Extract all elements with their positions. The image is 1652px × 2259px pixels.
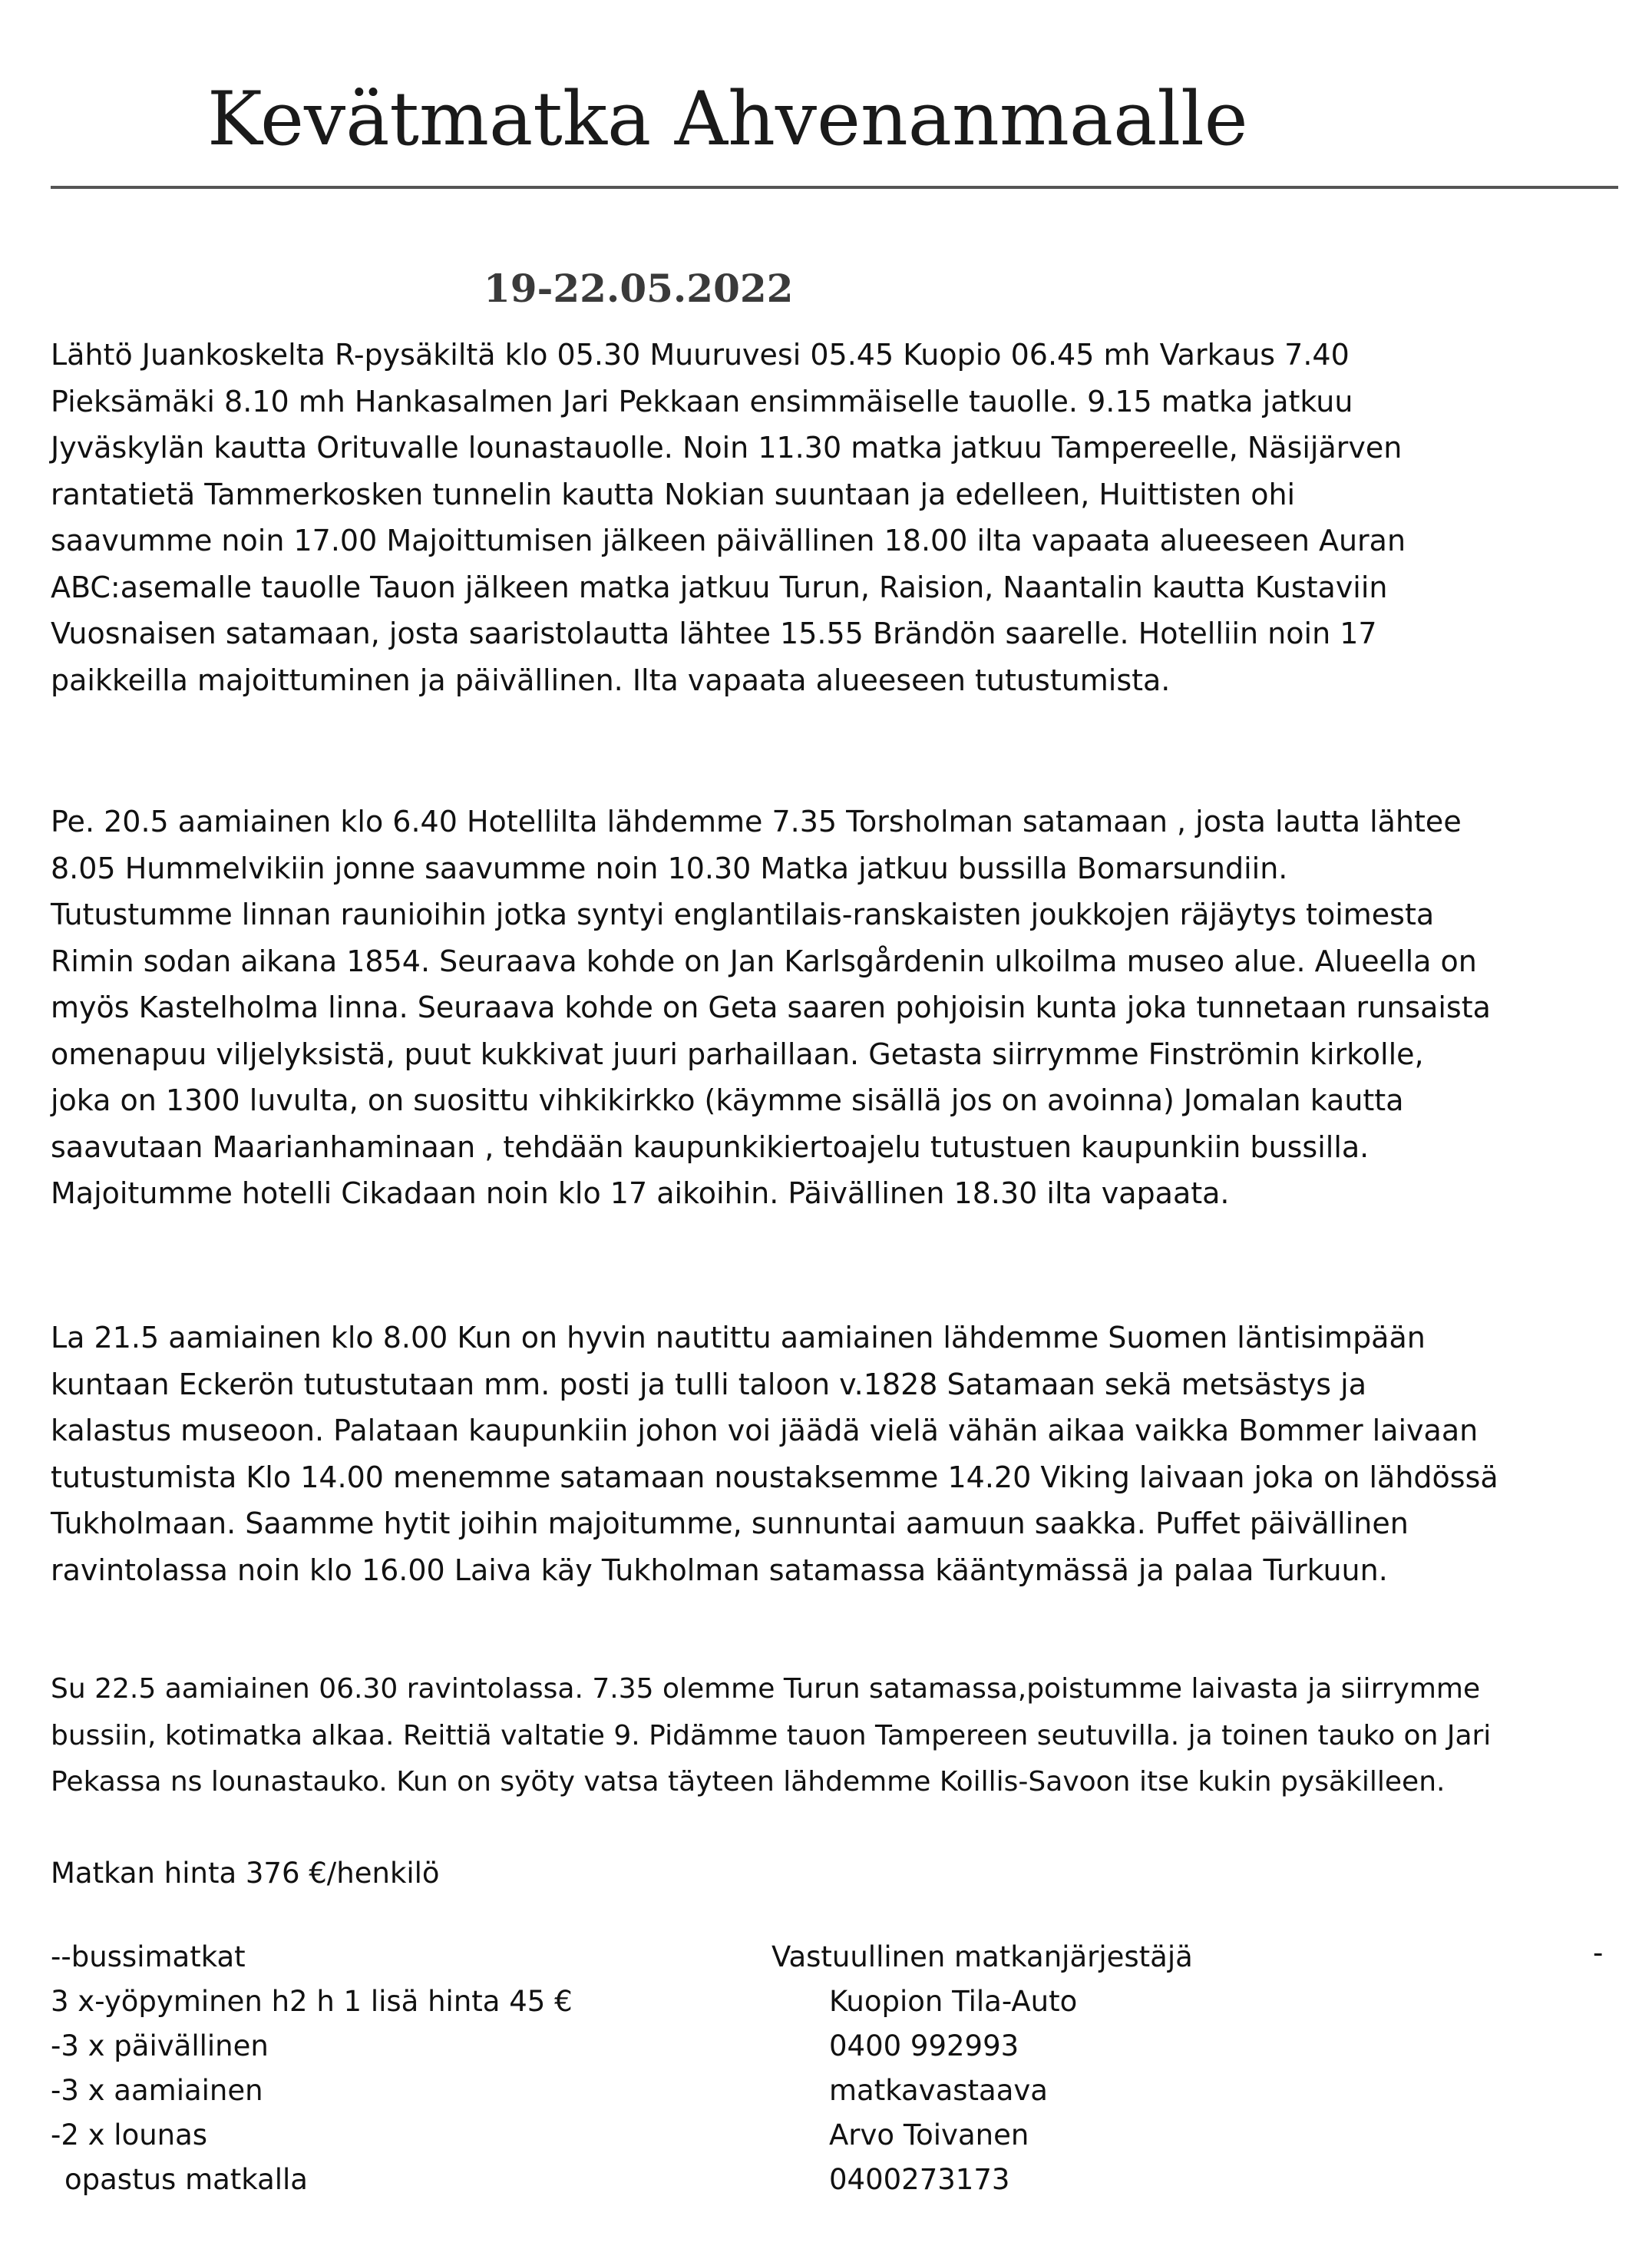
text-line: tutustumista Klo 14.00 menemme satamaan noustaksemme 14.20 Viking laivaan joka on lähdössä xyxy=(51,1460,1498,1494)
text-line: Pieksämäki 8.10 mh Hankasalmen Jari Pekkaan ensimmäiselle tauolle. 9.15 matka jatkuu xyxy=(51,384,1353,418)
text-line: Tutustumme linnan raunioihin jotka syntyi englantilais-ranskaisten joukkojen räjäytys toimesta xyxy=(51,898,1435,931)
paragraph-day3 xyxy=(51,1315,1632,1593)
includes-list xyxy=(51,1935,573,2202)
text-line: La 21.5 aamiainen klo 8.00 Kun on hyvin nautittu aamiainen lähdemme Suomen läntisimpään xyxy=(51,1321,1426,1354)
paragraph-day2 xyxy=(51,799,1632,1217)
organizer-company: Kuopion Tila-Auto xyxy=(829,1985,1078,2018)
text-line: rantatietä Tammerkosken tunnelin kautta Nokian suuntaan ja edelleen, Huittisten ohi xyxy=(51,477,1296,511)
organizer-heading: Vastuullinen matkanjärjestäjä xyxy=(771,1940,1193,1973)
list-item: opastus matkalla xyxy=(64,2163,308,2196)
organizer-person: Arvo Toivanen xyxy=(829,2118,1029,2152)
text-line: ravintolassa noin klo 16.00 Laiva käy Tukholman satamassa kääntymässä ja palaa Turkuun. xyxy=(51,1553,1388,1587)
text-line: kuntaan Eckerön tutustutaan mm. posti ja tulli taloon v.1828 Satamaan sekä metsästys ja xyxy=(51,1367,1367,1401)
title-divider xyxy=(51,186,1618,189)
trip-dates: 19-22.05.2022 xyxy=(484,266,794,311)
paragraph-day1 xyxy=(51,332,1632,703)
text-line: Su 22.5 aamiainen 06.30 ravintolassa. 7.35 olemme Turun satamassa,poistumme laivasta ja siirrymme xyxy=(51,1673,1481,1705)
list-item: --bussimatkat xyxy=(51,1940,246,1973)
text-line: Vuosnaisen satamaan, josta saaristolautta lähtee 15.55 Brändön saarelle. Hotelliin noin 17 xyxy=(51,617,1377,650)
stray-dash: - xyxy=(1593,1937,1604,1970)
text-line: joka on 1300 luvulta, on suosittu vihkikirkko (käymme sisällä jos on avoinna) Jomalan kautta xyxy=(51,1083,1404,1117)
list-item: -3 x päivällinen xyxy=(51,2029,269,2062)
page-title: Kevätmatka Ahvenanmaalle xyxy=(207,76,1248,162)
text-line: ABC:asemalle tauolle Tauon jälkeen matka jatkuu Turun, Raision, Naantalin kautta Kustaviin xyxy=(51,570,1388,604)
paragraph-day4 xyxy=(51,1666,1632,1806)
text-line: Rimin sodan aikana 1854. Seuraava kohde on Jan Karlsgårdenin ulkoilma museo alue. Alueella on xyxy=(51,944,1477,978)
organizer-role: matkavastaava xyxy=(829,2074,1048,2107)
text-line: 8.05 Hummelvikiin jonne saavumme noin 10.30 Matka jatkuu bussilla Bomarsundiin. xyxy=(51,851,1288,885)
text-line: omenapuu viljelyksistä, puut kukkivat juuri parhaillaan. Getasta siirrymme Finströmin kirkolle, xyxy=(51,1037,1424,1071)
text-line: Lähtö Juankoskelta R-pysäkiltä klo 05.30 Muuruvesi 05.45 Kuopio 06.45 mh Varkaus 7.40 xyxy=(51,338,1350,372)
text-line: saavumme noin 17.00 Majoittumisen jälkeen päivällinen 18.00 ilta vapaata alueeseen Auran xyxy=(51,524,1406,557)
text-line: myös Kastelholma linna. Seuraava kohde on Geta saaren pohjoisin kunta joka tunnetaan runsaista xyxy=(51,991,1491,1024)
list-item: -2 x lounas xyxy=(51,2118,208,2152)
text-line: paikkeilla majoittuminen ja päivällinen. Ilta vapaata alueeseen tutustumista. xyxy=(51,663,1171,697)
text-line: kalastus museoon. Palataan kaupunkiin johon voi jäädä vielä vähän aikaa vaikka Bommer laivaan xyxy=(51,1414,1479,1447)
text-line: Tukholmaan. Saamme hytit joihin majoitumme, sunnuntai aamuun saakka. Puffet päivällinen xyxy=(51,1507,1409,1540)
text-line: Pe. 20.5 aamiainen klo 6.40 Hotellilta lähdemme 7.35 Torsholman satamaan , josta lautta lähtee xyxy=(51,805,1462,838)
list-item: 3 x-yöpyminen h2 h 1 lisä hinta 45 € xyxy=(51,1985,573,2018)
organizer-person-phone: 0400273173 xyxy=(829,2163,1010,2196)
text-line: saavutaan Maarianhaminaan , tehdään kaupunkikiertoajelu tutustuen kaupunkiin bussilla. xyxy=(51,1130,1370,1164)
text-line: Pekassa ns lounastauko. Kun on syöty vatsa täyteen lähdemme Koillis-Savoon itse kukin pysäkilleen. xyxy=(51,1766,1446,1798)
list-item: -3 x aamiainen xyxy=(51,2074,263,2107)
text-line: Jyväskylän kautta Orituvalle lounastauolle. Noin 11.30 matka jatkuu Tampereelle, Näsijärven xyxy=(51,431,1403,465)
organizer-company-phone: 0400 992993 xyxy=(829,2029,1019,2062)
text-line: Majoitumme hotelli Cikadaan noin klo 17 aikoihin. Päivällinen 18.30 ilta vapaata. xyxy=(51,1176,1230,1210)
text-line: bussiin, kotimatka alkaa. Reittiä valtatie 9. Pidämme tauon Tampereen seutuvilla. ja toinen tauko on Jari xyxy=(51,1719,1492,1751)
organizer-block xyxy=(771,1935,1193,2202)
trip-price: Matkan hinta 376 €/henkilö xyxy=(51,1857,440,1890)
